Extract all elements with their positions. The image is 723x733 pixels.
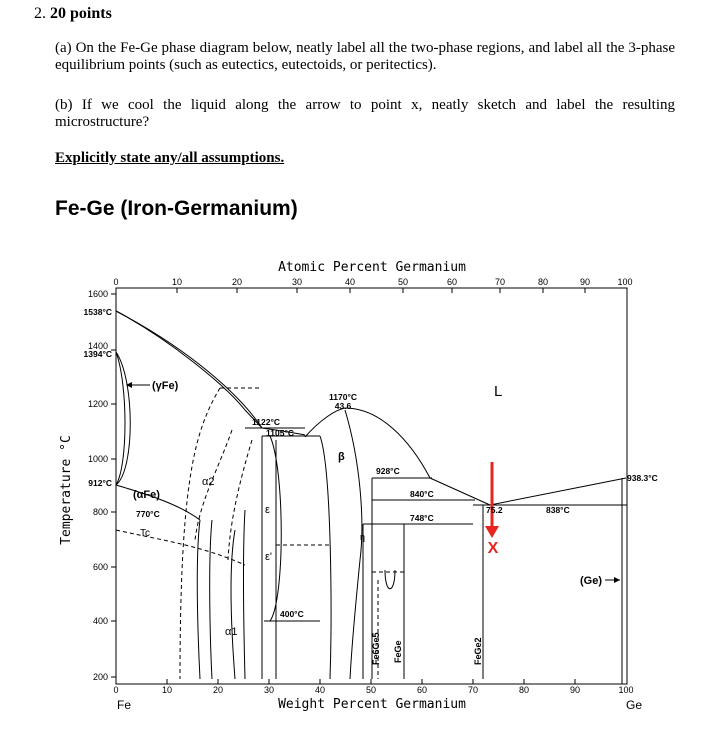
part-a-text: (a) On the Fe-Ge phase diagram below, neatly label all the two-phase regions, and label all the 3-phase equilibrium points (such as eutectics, eutectoids, or peritectics).: [55, 40, 675, 73]
bottom-tick-40: 40: [314, 685, 326, 695]
top-tick-60: 60: [446, 277, 458, 287]
label-748: 748°C: [410, 513, 434, 523]
diagram-title: Fe-Ge (Iron-Germanium): [55, 197, 298, 220]
top-tick-marks: [116, 288, 627, 293]
alpha-boundary-2: [210, 520, 212, 679]
label-1394: 1394°C: [83, 349, 112, 359]
bottom-tick-marks: [116, 679, 575, 684]
ge-label: Ge: [625, 698, 643, 712]
bottom-tick-90: 90: [569, 685, 581, 695]
bottom-tick-10: 10: [161, 685, 173, 695]
y-tick-1600: 1600: [87, 289, 108, 299]
label-liquid: L: [494, 383, 503, 400]
liquidus-eutectic-left: [430, 478, 490, 505]
beta-right-boundary: [345, 410, 362, 679]
label-alpha-fe: (αFe): [133, 489, 160, 501]
y-tick-1400: 1400: [87, 341, 108, 351]
point-x-marker: X: [487, 540, 499, 557]
top-tick-90: 90: [579, 277, 591, 287]
label-alpha1: α1: [225, 626, 238, 638]
dashed-alpha-order-1: [180, 388, 220, 679]
label-alpha2: α2: [202, 476, 215, 488]
label-1538: 1538°C: [83, 307, 112, 317]
label-770: 770°C: [136, 509, 160, 519]
alpha-boundary-1: [197, 520, 200, 679]
liquidus-eutectic-right: [490, 478, 626, 505]
question-number-text: 2.: [34, 5, 46, 22]
dashed-alpha-order-3: [228, 440, 252, 560]
fe-label: Fe: [116, 698, 132, 712]
label-gamma-fe: (γFe): [152, 380, 179, 392]
bottom-tick-60: 60: [416, 685, 428, 695]
label-400: 400°C: [280, 609, 304, 619]
label-938: 938.3°C: [627, 473, 658, 483]
label-fege: FeGe: [393, 640, 403, 663]
bottom-tick-80: 80: [518, 685, 530, 695]
liquidus-left: [116, 311, 262, 428]
label-1122: 1122°C: [252, 417, 280, 427]
assumptions-text: Explicitly state any/all assumptions.: [55, 150, 285, 166]
y-tick-600: 600: [92, 562, 108, 572]
label-840: 840°C: [410, 489, 434, 499]
dashed-curie: [116, 530, 245, 565]
bottom-tick-0: 0: [113, 685, 119, 695]
label-epsilon-prime: ε': [265, 551, 273, 563]
label-fe6ge5: Fe6Ge5: [371, 632, 381, 665]
top-tick-40: 40: [344, 277, 356, 287]
label-1170: 1170°C: [329, 392, 357, 402]
eta-loop: [385, 570, 395, 589]
alpha-boundary-3: [231, 530, 235, 679]
label-1105: 1105°C: [266, 428, 294, 438]
top-tick-0: 0: [113, 277, 119, 287]
bottom-tick-70: 70: [467, 685, 479, 695]
y-tick-400: 400: [92, 616, 108, 626]
part-b-text: (b) If we cool the liquid along the arrow to point x, neatly sketch and label the resulting microstructure?: [55, 97, 675, 130]
cooling-arrowhead: [485, 526, 499, 538]
y-tick-800: 800: [92, 507, 108, 517]
bottom-axis-label: Weight Percent Germanium: [278, 697, 466, 712]
question-points: 20 points: [50, 5, 112, 22]
label-75-2: 75.2: [486, 505, 503, 515]
top-tick-50: 50: [397, 277, 409, 287]
label-928: 928°C: [376, 466, 400, 476]
top-tick-80: 80: [537, 277, 549, 287]
ge-label-arrowhead: [614, 577, 620, 583]
bottom-tick-100: 100: [618, 685, 634, 695]
beta-left-boundary: [320, 436, 331, 679]
y-axis-label: Temperature °C: [59, 435, 74, 545]
beta-liquidus: [305, 408, 430, 478]
label-43-6: 43.6: [334, 401, 352, 411]
y-tick-1000: 1000: [87, 454, 108, 464]
top-tick-30: 30: [291, 277, 303, 287]
label-fege2: FeGe2: [473, 637, 483, 665]
bottom-tick-20: 20: [212, 685, 224, 695]
y-tick-1200: 1200: [87, 399, 108, 409]
label-912: 912°C: [88, 478, 112, 488]
y-tick-200: 200: [92, 672, 108, 682]
gamma-loop-outer: [116, 352, 130, 485]
bottom-tick-50: 50: [365, 685, 377, 695]
bottom-tick-30: 30: [263, 685, 275, 695]
solidus-gamma: [116, 311, 262, 428]
label-ge-phase: (Ge): [580, 575, 602, 587]
label-beta: β: [338, 451, 345, 463]
top-tick-20: 20: [231, 277, 243, 287]
alpha-boundary-4: [243, 510, 245, 679]
top-tick-10: 10: [171, 277, 183, 287]
label-tc: Tc: [140, 528, 150, 539]
top-tick-70: 70: [494, 277, 506, 287]
label-838: 838°C: [546, 505, 570, 515]
top-tick-100: 100: [617, 277, 633, 287]
label-epsilon: ε: [265, 504, 270, 516]
label-eta: η: [360, 532, 366, 542]
top-axis-label: Atomic Percent Germanium: [278, 260, 466, 275]
gamma-loop-inner: [116, 352, 125, 485]
